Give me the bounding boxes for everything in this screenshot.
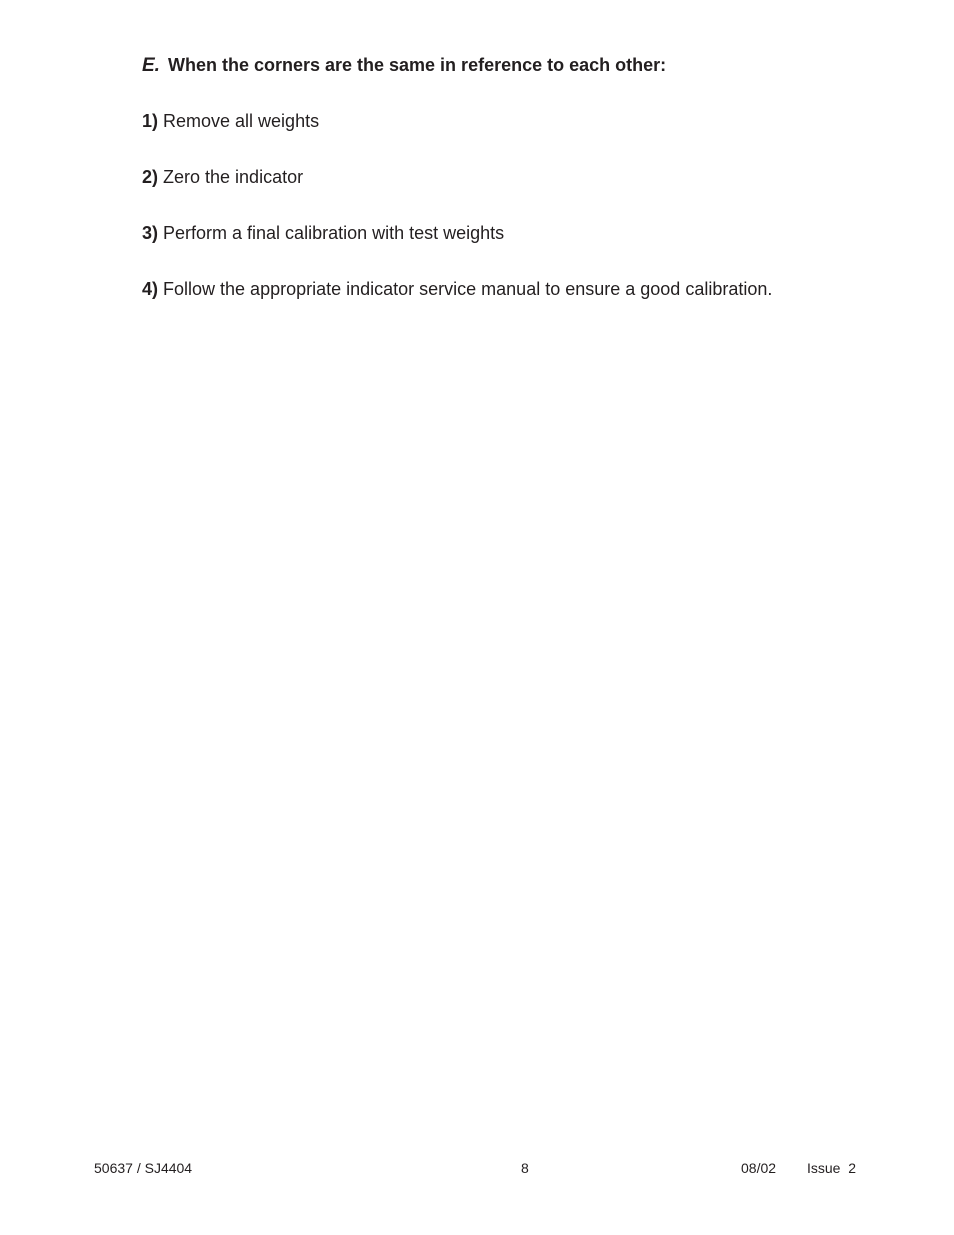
step-number: 2): [142, 167, 159, 187]
step-text: Remove all weights: [163, 111, 320, 131]
step-item: [142, 109, 319, 133]
step-number: 4): [142, 279, 159, 299]
step-item: [142, 277, 772, 301]
footer-date: 08/02: [741, 1160, 777, 1176]
section-heading: [142, 53, 666, 78]
step-text: Perform a final calibration with test weights: [163, 223, 505, 243]
step-number: 1): [142, 111, 159, 131]
section-heading-text: When the corners are the same in reference to each other:: [167, 55, 667, 75]
step-item: [142, 221, 504, 245]
step-number: 3): [142, 223, 159, 243]
step-text: Zero the indicator: [163, 167, 304, 187]
footer-doc-number: 50637 / SJ4404: [94, 1160, 193, 1176]
step-item: [142, 165, 303, 189]
footer-page-number: 8: [521, 1160, 529, 1176]
section-letter: E.: [142, 55, 160, 76]
footer-issue: Issue 2: [807, 1160, 857, 1176]
step-text: Follow the appropriate indicator service manual to ensure a good calibration.: [163, 279, 773, 299]
